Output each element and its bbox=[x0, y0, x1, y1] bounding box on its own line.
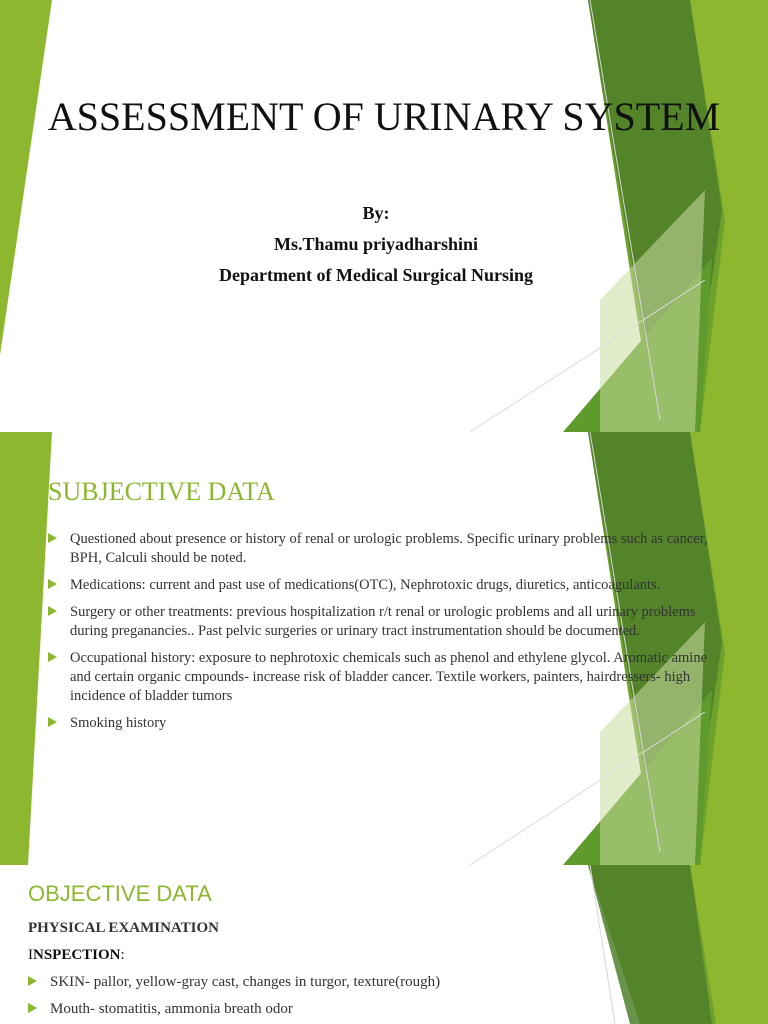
slide-subjective-data bbox=[0, 432, 768, 865]
bullet-text: Occupational history: exposure to nephrotoxic chemicals such as phenol and ethylene glycol. Aromatic amine and certain organic cmpounds- increase risk of bladder cancer. Textile workers, painters, hairdressers- high incidence of bladder tumors bbox=[70, 650, 708, 704]
slide-objective-data bbox=[0, 865, 768, 1024]
triangle-bullet-icon bbox=[48, 533, 57, 543]
list-item bbox=[48, 530, 718, 568]
bullet-text: Questioned about presence or history of renal or urologic problems. Specific urinary problems such as cancer, BPH, Calculi should be noted. bbox=[70, 531, 708, 566]
objective-data-heading: OBJECTIVE DATA bbox=[28, 881, 212, 906]
inspection-suffix: : bbox=[120, 947, 125, 963]
department-name: Department of Medical Surgical Nursing bbox=[219, 265, 533, 285]
list-item bbox=[48, 576, 718, 595]
objective-bullet-list bbox=[28, 973, 440, 1024]
physical-examination-heading: PHYSICAL EXAMINATION bbox=[28, 920, 219, 936]
inspection-bold: NSPECTION bbox=[33, 947, 121, 963]
by-label: By: bbox=[362, 203, 390, 223]
slide-title-text: ASSESSMENT OF URINARY SYSTEM bbox=[47, 94, 721, 139]
bullet-text: Mouth- stomatitis, ammonia breath odor bbox=[50, 1001, 293, 1017]
left-green-sliver bbox=[0, 432, 52, 865]
bullet-text: Surgery or other treatments: previous hospitalization r/t renal or urologic problems and all urinary problems during preganancies.. Past pelvic surgeries or urinary tract instrumentation should be documented. bbox=[70, 604, 696, 639]
triangle-bullet-icon bbox=[28, 976, 37, 986]
list-item bbox=[48, 603, 718, 641]
author-name: Ms.Thamu priyadharshini bbox=[273, 234, 479, 254]
triangle-bullet-icon bbox=[48, 606, 57, 616]
triangle-bullet-icon bbox=[48, 652, 57, 662]
triangle-bullet-icon bbox=[28, 1003, 37, 1013]
slide-title bbox=[0, 0, 768, 432]
bullet-text: Smoking history bbox=[70, 715, 167, 731]
inspection-heading bbox=[28, 947, 125, 964]
subjective-bullet-list bbox=[48, 530, 718, 741]
list-item bbox=[48, 714, 718, 733]
list-item bbox=[48, 649, 718, 706]
triangle-bullet-icon bbox=[48, 579, 57, 589]
list-item bbox=[28, 973, 440, 992]
subjective-data-heading: SUBJECTIVE DATA bbox=[48, 477, 275, 506]
bullet-text: SKIN- pallor, yellow-gray cast, changes in turgor, texture(rough) bbox=[50, 974, 441, 990]
triangle-bullet-icon bbox=[48, 717, 57, 727]
list-item bbox=[28, 1000, 440, 1019]
bullet-text: Medications: current and past use of medications(OTC), Nephrotoxic drugs, diuretics, anticoagulants. bbox=[70, 577, 661, 593]
left-green-sliver bbox=[0, 0, 52, 355]
inspection-prefix: I bbox=[28, 947, 33, 963]
